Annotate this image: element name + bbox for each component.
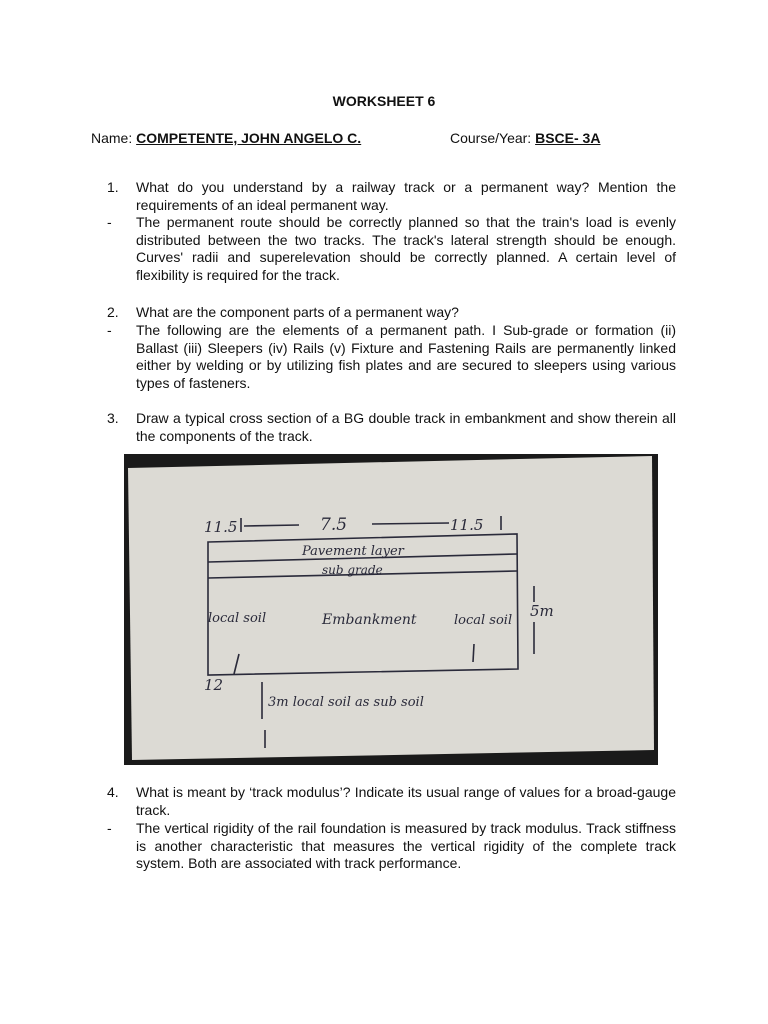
dim-left-label: 11.5 [204, 518, 238, 536]
name-value: COMPETENTE, JOHN ANGELO C. [136, 130, 362, 146]
answer-1 [107, 214, 676, 284]
item-marker: - [107, 322, 112, 338]
dimension-line-left [244, 525, 299, 526]
name-label: Name: [91, 130, 133, 146]
item-text: The permanent route should be correctly planned so that the train's load is evenly distributed between the two tracks. The track's lateral strength should be enough. Curves' radii and superelevation should be correctly planned. A certain level of flexibility is required for the track. [136, 214, 676, 283]
dim-right-label: 11.5 [450, 516, 484, 534]
slope-mark [473, 644, 474, 662]
dim-top-label: 7.5 [320, 515, 348, 535]
item-marker: 4. [107, 784, 119, 800]
embankment-label: Embankment [322, 612, 417, 628]
question-1 [107, 179, 676, 214]
page-title: WORKSHEET 6 [332, 93, 436, 109]
name-line [91, 130, 361, 146]
item-marker: - [107, 214, 112, 230]
pavement-label: Pavement layer [302, 544, 404, 559]
cross-section-photo [124, 454, 658, 765]
course-label: Course/Year: [450, 130, 532, 146]
item-text: What do you understand by a railway track or a permanent way? Mention the requirements of an ideal permanent way. [136, 179, 676, 213]
bottom-left-label: 12 [204, 676, 224, 694]
course-line [450, 130, 600, 146]
item-marker: 3. [107, 410, 119, 426]
local-soil-right-label: local soil [454, 613, 513, 628]
height-label: 5m [530, 602, 554, 620]
subgrade-label: sub grade [322, 563, 383, 577]
item-text: What are the component parts of a permanent way? [136, 304, 459, 320]
paper-sheet [128, 456, 654, 760]
cross-section-sketch [124, 454, 658, 765]
question-2 [107, 304, 676, 322]
question-3 [107, 410, 676, 445]
item-marker: 2. [107, 304, 119, 320]
item-text: Draw a typical cross section of a BG double track in embankment and show therein all the components of the track. [136, 410, 676, 444]
dimension-line-right [372, 523, 449, 524]
item-marker: 1. [107, 179, 119, 195]
item-text: The following are the elements of a permanent path. I Sub-grade or formation (ii) Ballast (iii) Sleepers (iv) Rails (v) Fixture and Fastening Rails are permanently linked either by welding or by utilizing fish plates and are secured to sleepers using various types of fasteners. [136, 322, 676, 391]
item-text: What is meant by ‘track modulus’? Indicate its usual range of values for a broad-gauge track. [136, 784, 676, 818]
item-marker: - [107, 820, 112, 836]
item-text: The vertical rigidity of the rail foundation is measured by track modulus. Track stiffness is another characteristic that measures the vertical rigidity of the complete track system. Both are associated with track performance. [136, 820, 676, 871]
local-soil-left-label: local soil [208, 611, 267, 626]
bottom-note-label: 3m local soil as sub soil [268, 695, 424, 710]
question-4 [107, 784, 676, 819]
answer-2 [107, 322, 676, 392]
course-value: BSCE- 3A [535, 130, 601, 146]
answer-4 [107, 820, 676, 873]
